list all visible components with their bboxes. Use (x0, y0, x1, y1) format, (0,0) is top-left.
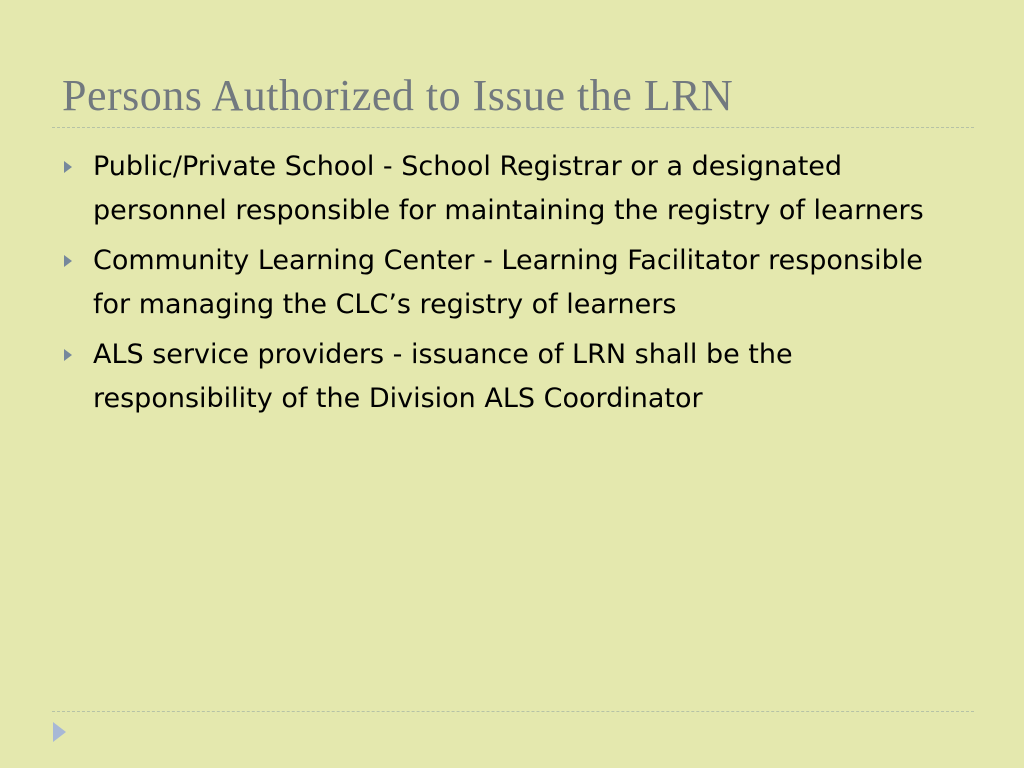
bullet-item (62, 239, 942, 327)
bullet-triangle-icon (64, 349, 72, 361)
title-divider (52, 127, 974, 128)
bullet-text: Community Learning Center - Learning Facilitator responsible for managing the CLC’s registry of learners (93, 245, 923, 320)
bullet-item (62, 333, 942, 421)
corner-triangle-icon (53, 722, 66, 742)
bullet-text: Public/Private School - School Registrar or a designated personnel responsible for maintaining the registry of learners (93, 151, 924, 226)
bullet-item (62, 145, 942, 233)
bullet-list (62, 145, 942, 427)
slide-title: Persons Authorized to Issue the LRN (62, 71, 734, 120)
footer-divider (52, 711, 974, 712)
bullet-triangle-icon (64, 161, 72, 173)
bullet-text: ALS service providers - issuance of LRN shall be the responsibility of the Division ALS Coordinator (93, 339, 793, 414)
bullet-triangle-icon (64, 255, 72, 267)
